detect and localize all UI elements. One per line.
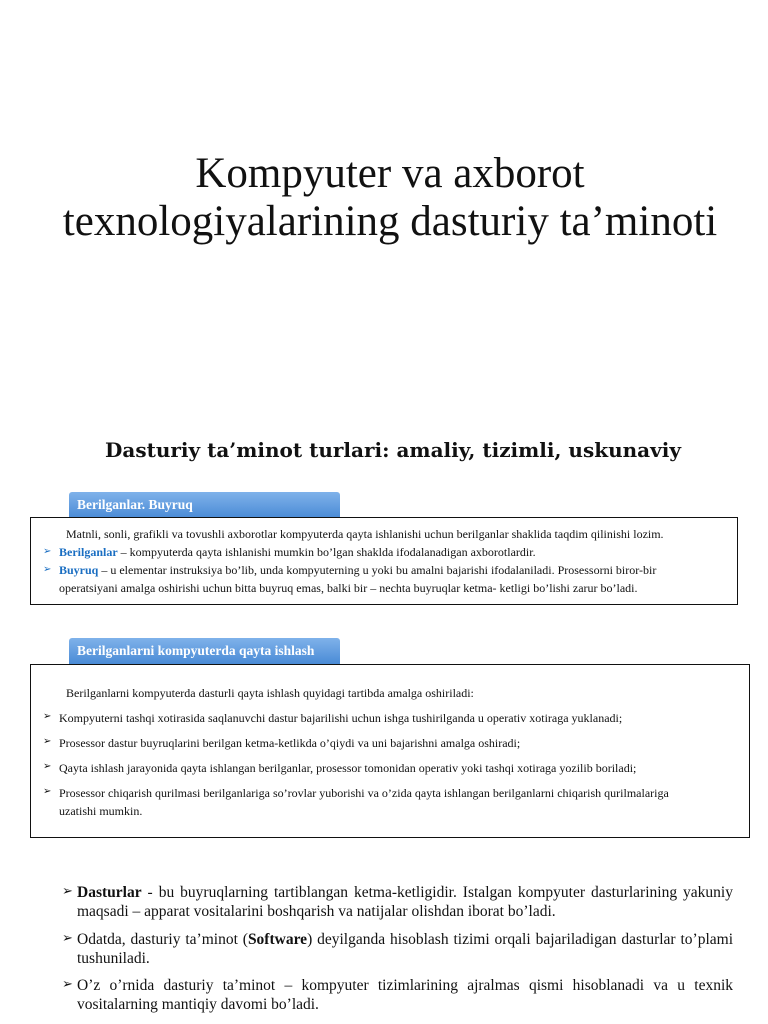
bullet-text: ) deyilganda hisoblash tizimi orqali bajariladigan dasturlar to’plami tushuniladi. xyxy=(77,931,734,967)
item-text: – kompyuterda qayta ishlanishi mumkin bo’lgan shaklda ifodalanadigan axborotlardir. xyxy=(117,545,536,559)
box2-item: Qayta ishlash jarayonida qayta ishlangan berilganlar, prosessor tomonidan operativ yoki tashqi xotiraga yozilib boriladi; xyxy=(59,761,637,775)
term-dasturlar: Dasturlar xyxy=(77,884,142,901)
arrow-bullet-icon: ➢ xyxy=(43,761,52,772)
box2-tab: Berilganlarni kompyuterda qayta ishlash xyxy=(69,638,340,664)
arrow-bullet-icon: ➢ xyxy=(62,883,73,898)
box1-item-berilganlar xyxy=(59,544,725,561)
arrow-bullet-icon: ➢ xyxy=(62,930,73,945)
box1-item-buyruq-cont: operatsiyani amalga oshirishi uchun bitta buyruq emas, balki bir – nechta buyruqlar ketma- ketligi bo’lishi zarur bo’ladi. xyxy=(59,581,638,595)
section-heading: Dasturiy ta’minot turlari: amaliy, tizimli, uskunaviy xyxy=(105,438,681,462)
bullet-ajralmas-qism xyxy=(62,976,733,1014)
term-berilganlar: Berilganlar xyxy=(59,545,118,559)
arrow-bullet-icon: ➢ xyxy=(43,786,52,797)
box2-item-cont: uzatishi mumkin. xyxy=(59,804,143,818)
arrow-bullet-icon: ➢ xyxy=(43,546,52,557)
term-buyruq: Buyruq xyxy=(59,563,99,577)
bullet-software xyxy=(62,930,733,968)
bullet-text: - bu buyruqlarning tartiblangan ketma-ketligidir. Istalgan kompyuter dasturlarining yakuniy maqsadi – apparat vositalarini boshqarish va natijalar olishdan iborat bo’ladi. xyxy=(77,884,733,920)
term-software: Software xyxy=(247,931,308,948)
box1-berilganlar-buyruq xyxy=(30,517,738,605)
arrow-bullet-icon: ➢ xyxy=(62,976,73,991)
box2-item: Prosessor dastur buyruqlarini berilgan ketma-ketlikda o’qiydi va uni bajarishni amalga oshiradi; xyxy=(59,736,521,750)
slide-title-line2: texnologiyalarining dasturiy ta’minoti xyxy=(62,198,718,245)
box2-item: Prosessor chiqarish qurilmasi berilganlariga so’rovlar yuborishi va o’zida qayta ishlangan berilganlarni chiqarish qurilmalariga xyxy=(59,786,669,800)
arrow-bullet-icon: ➢ xyxy=(43,711,52,722)
arrow-bullet-icon: ➢ xyxy=(43,564,52,575)
box1-item-buyruq xyxy=(59,562,725,579)
bullet-text: Odatda, dasturiy ta’minot ( xyxy=(77,931,248,948)
box1-tab: Berilganlar. Buyruq xyxy=(69,492,340,518)
arrow-bullet-icon: ➢ xyxy=(43,736,52,747)
bullet-text: O’z o’rnida dasturiy ta’minot – kompyuter tizimlarining ajralmas qismi hisoblanadi va u texnik vositalarning mantiqiy davomi bo’ladi. xyxy=(77,977,733,1013)
slide-title xyxy=(20,150,760,246)
slide-title-line1: Kompyuter va axborot xyxy=(195,150,585,197)
item-text: – u elementar instruksiya bo’lib, unda kompyuterning u yoki bu amalni bajarishi ifodalaniladi. Prosessorni biror-bir xyxy=(98,563,657,577)
box2-qayta-ishlash xyxy=(30,664,750,838)
box1-intro: Matnli, sonli, grafikli va tovushli axborotlar kompyuterda qayta ishlanishi uchun berilganlar shaklida taqdim qilinishi lozim. xyxy=(66,527,664,541)
bullet-dasturlar xyxy=(62,883,733,921)
box2-intro: Berilganlarni kompyuterda dasturli qayta ishlash quyidagi tartibda amalga oshiriladi: xyxy=(66,686,474,700)
box2-item: Kompyuterni tashqi xotirasida saqlanuvchi dastur bajarilishi uchun ishga tushirilganda u operativ xotiraga yuklanadi; xyxy=(59,711,623,725)
